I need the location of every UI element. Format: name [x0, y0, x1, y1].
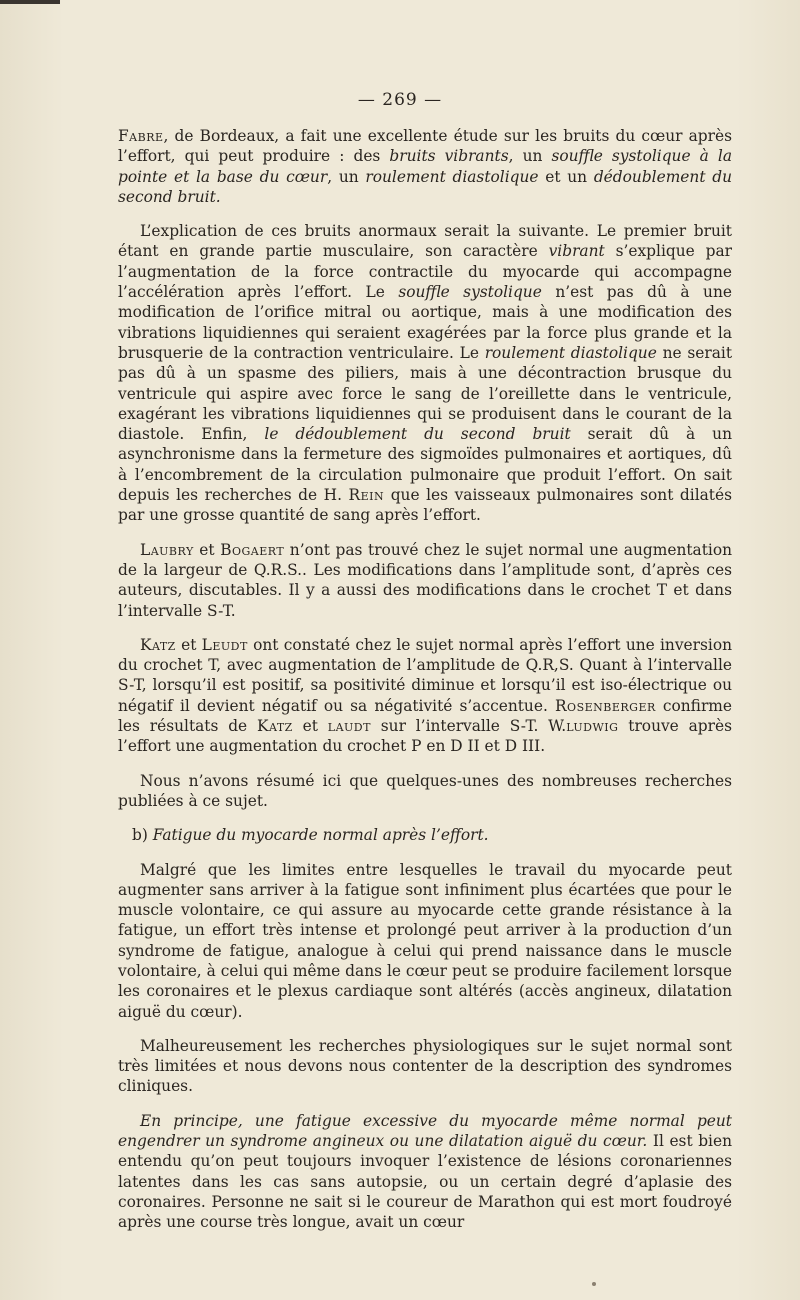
italic-term: bruits vibrants — [389, 147, 509, 166]
paragraph-explication: L’explication de ces bruits anormaux serait la suivante. Le premier bruit étant en grande partie musculaire, son caractère vibrant s’explique par l’augmentation de la force contractile du myocarde qui accompagne l’accélération après l’effort. Le souffle systolique n’est pas dû à une modification de l’orifice mitral ou aortique, mais à une modification des vibrations liquidiennes qui seraient exagérées par la force plus grande et la brusquerie de la contraction ventriculaire. Le roulement diastolique ne serait pas dû à un spasme des piliers, mais à une décontraction brusque du ventricule qui aspire avec force le sang de l’oreillette dans le ventricule, exagérant les vibrations liquidiennes qui se produisent dans le courant de la diastole. Enfin, le dédoublement du second bruit serait dû à un asynchronisme dans la fermeture des sigmoïdes pulmonaires et aortiques, dû à l’encombrement de la circulation pulmonaire que produit l’effort. On sait depuis les recherches de H. Rein que les vaisseaux pulmonaires sont dilatés par une grosse quantité de sang après l’effort. — [118, 222, 732, 525]
section-title: Fatigue du myocarde normal après l’effort. — [152, 826, 489, 845]
author-name: Bogaert — [220, 540, 285, 559]
italic-term: vibrant — [548, 242, 605, 261]
italic-term: souffle systolique à la pointe et la base du cœur — [118, 147, 732, 186]
author-name: Katz — [140, 635, 176, 654]
page-body — [118, 126, 732, 1247]
author-name: ludwig — [566, 717, 619, 736]
author-name: Rein — [348, 486, 385, 505]
italic-term: En principe, une fatigue excessive du myocarde même normal peut engendrer un syndrome angineux ou une dilatation aiguë du cœur. — [118, 1111, 732, 1151]
italic-term: dédoublement du second bruit. — [118, 167, 732, 206]
paragraph-resume: Nous n’avons résumé ici que quelques-unes des nombreuses recherches publiées à ce sujet. — [118, 771, 732, 810]
paragraph-en-principe: En principe, une fatigue excessive du myocarde même normal peut engendrer un syndrome angineux ou une dilatation aiguë du cœur. Il est bien entendu qu’on peut toujours invoquer l’existence de lésions coronariennes latentes dans les cas sans autopsie, ou un certain degré d’aplasie des coronaires. Personne ne sait si le coureur de Marathon qui est mort foudroyé après une course très longue, avait un cœur — [118, 1111, 732, 1232]
italic-term: roulement diastolique — [365, 167, 539, 186]
author-name: laudt — [327, 717, 371, 736]
author-name: Leudt — [201, 635, 248, 654]
paragraph-fabre: Fabre, de Bordeaux, a fait une excellente étude sur les bruits du cœur après l’effort, qui peut produire : des bruits vibrants, un souffle systolique à la pointe et la base du cœur, un roulement diastolique et un dédoublement du second bruit. — [118, 127, 732, 206]
paragraph-malgre: Malgré que les limites entre lesquelles le travail du myocarde peut augmenter sans arriver à la fatigue sont infiniment plus écartées que pour le muscle volontaire, ce qui assure au myocarde cette grande résistance à la fatigue, un effort très intense et prolongé peut arriver à la production d’un syndrome de fatigue, analogue à celui qui prend naissance dans le muscle volontaire, à celui qui même dans le cœur peut se produire facilement lorsque les coronaires et le plexus cardiaque sont altérés (accès angineux, dilatation aiguë du cœur). — [118, 860, 732, 1021]
author-name: Laubry — [140, 540, 194, 559]
italic-term: le dédoublement du second bruit — [264, 425, 571, 444]
page-edge-rule — [0, 0, 60, 4]
author-name: Rosenberger — [554, 696, 656, 715]
italic-term: roulement diastolique — [484, 343, 657, 362]
section-label: b) — [132, 826, 153, 845]
italic-term: souffle systolique — [398, 283, 542, 302]
page-speck — [592, 1282, 596, 1286]
author-name: Fabre — [118, 127, 164, 145]
author-name: Katz — [257, 717, 293, 736]
paragraph-katz: Katz et Leudt ont constaté chez le sujet normal après l’effort une inversion du crochet T, avec augmentation de l’amplitude de Q.R,S. Quant à l’intervalle S-T, lorsqu’il est positif, sa positivité diminue et lorsqu’il est iso-électrique ou négatif il devient négatif ou sa négativité s’accentue. Rosenberger confirme les résultats de Katz et laudt sur l’intervalle S-T. W.ludwig trouve après l’effort une augmentation du crochet P en D II et D III. — [118, 635, 733, 756]
page-number: — 269 — — [357, 90, 443, 110]
section-heading — [132, 825, 732, 845]
paragraph-malheureusement: Malheureusement les recherches physiologiques sur le sujet normal sont très limitées et nous devons nous contenter de la description des syndromes cliniques. — [118, 1036, 732, 1096]
paragraph-laubry: Laubry et Bogaert n’ont pas trouvé chez le sujet normal une augmentation de la largeur de Q.R.S.. Les modifications dans l’amplitude sont, d’après ces auteurs, discutables. Il y a aussi des modifications dans le crochet T et dans l’intervalle S-T. — [118, 540, 733, 620]
